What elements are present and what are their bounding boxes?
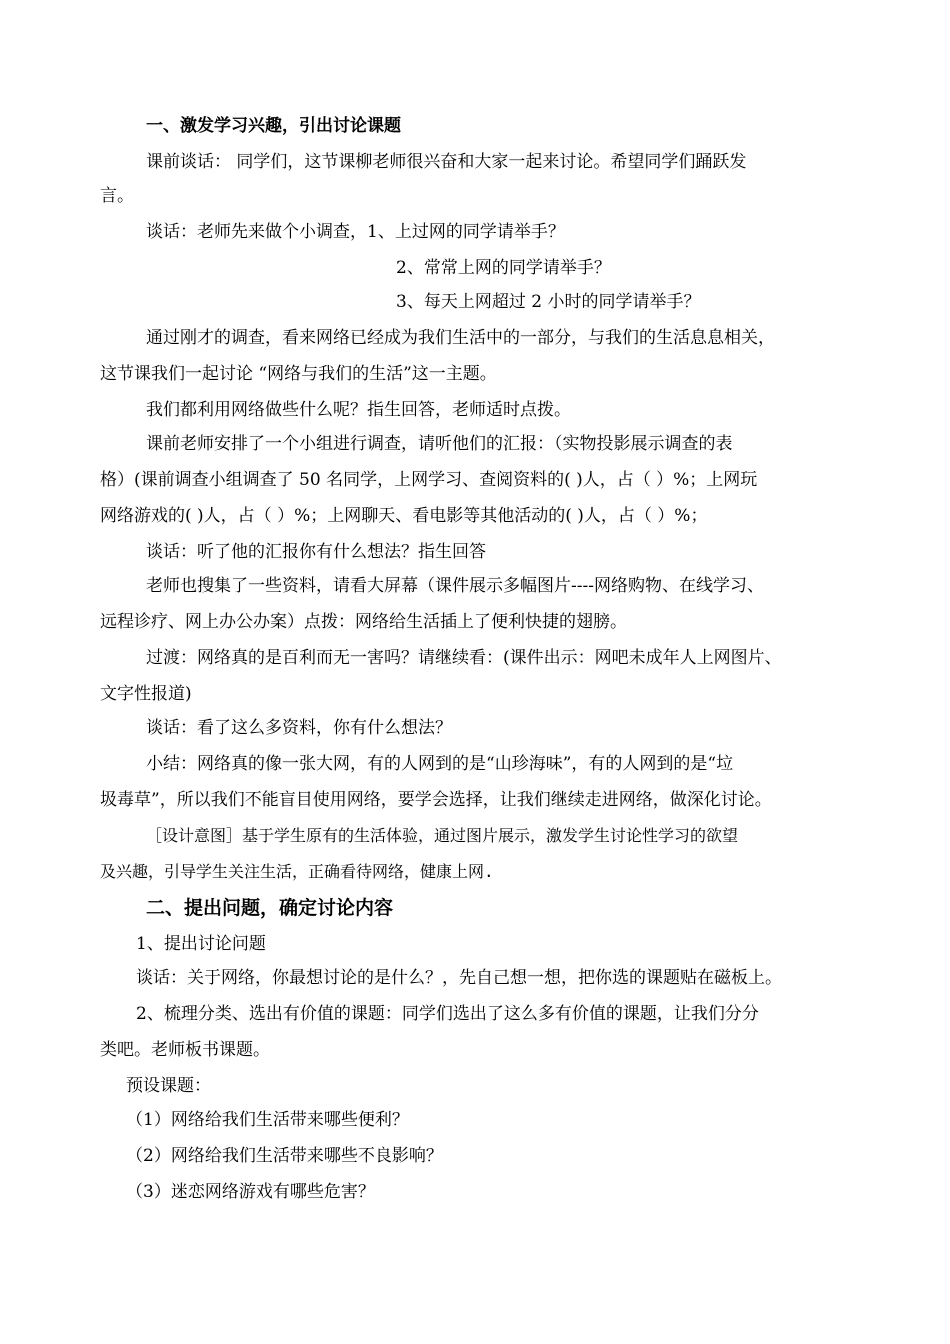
paragraph-line: 课前谈话： 同学们，这节课柳老师很兴奋和大家一起来讨论。希望同学们踊跃发 bbox=[146, 152, 747, 172]
design-intent-note: ［设计意图］基于学生原有的生活体验，通过图片展示，激发学生讨论性学习的欲望 bbox=[146, 826, 739, 845]
paragraph-line: 过渡：网络真的是百利而无一害吗？请继续看：(课件出示：网吧未成年人上网图片、 bbox=[146, 648, 782, 668]
paragraph-line: 这节课我们一起讨论 “网络与我们的生活”这一主题。 bbox=[100, 364, 497, 384]
list-item: （1）网络给我们生活带来哪些便利？ bbox=[126, 1110, 409, 1130]
paragraph-line: 谈话：听了他的汇报你有什么想法？指生回答 bbox=[146, 542, 486, 562]
paragraph-line: 通过刚才的调查，看来网络已经成为我们生活中的一部分，与我们的生活息息相关， bbox=[146, 328, 775, 348]
list-item: （2）网络给我们生活带来哪些不良影响？ bbox=[126, 1146, 443, 1166]
design-intent-note: 及兴趣，引导学生关注生活，正确看待网络，健康上网. bbox=[100, 862, 494, 881]
paragraph-line: 老师也搜集了一些资料，请看大屏幕（课件展示多幅图片----网络购物、在线学习、 bbox=[146, 576, 764, 596]
section-1-heading: 一、激发学习兴趣，引出讨论课题 bbox=[146, 116, 401, 136]
paragraph-line: 类吧。老师板书课题。 bbox=[100, 1040, 270, 1060]
paragraph-line: 课前老师安排了一个小组进行调查，请听他们的汇报：（实物投影展示调查的表 bbox=[146, 434, 733, 454]
paragraph-line: 圾毒草”，所以我们不能盲目使用网络，要学会选择，让我们继续走进网络，做深化讨论。 bbox=[100, 790, 772, 810]
paragraph-line: 谈话：看了这么多资料，你有什么想法？ bbox=[146, 718, 452, 738]
paragraph-line: 我们都利用网络做些什么呢？指生回答，老师适时点拨。 bbox=[146, 400, 571, 420]
list-item: （3）迷恋网络游戏有哪些危害？ bbox=[126, 1182, 375, 1202]
paragraph-line: 2、常常上网的同学请举手？ bbox=[396, 258, 611, 278]
paragraph-line: 谈话：老师先来做个小调查，1、上过网的同学请举手？ bbox=[146, 222, 565, 242]
paragraph-line: 格）(课前调查小组调查了 50 名同学，上网学习、查阅资料的( )人，占（ ）%；上网玩 bbox=[100, 470, 758, 490]
section-2-heading: 二、提出问题，确定讨论内容 bbox=[146, 897, 394, 919]
paragraph-line: 谈话：关于网络，你最想讨论的是什么？，先自己想一想，把你选的课题贴在磁板上。 bbox=[136, 968, 782, 988]
paragraph-line: 预设课题： bbox=[126, 1076, 211, 1096]
paragraph-line: 网络游戏的( )人，占（ ）%；上网聊天、看电影等其他活动的( )人，占（ ）%； bbox=[100, 506, 708, 526]
paragraph-line: 小结：网络真的像一张大网，有的人网到的是“山珍海味”，有的人网到的是“垃 bbox=[146, 754, 734, 774]
paragraph-line: 1、提出讨论问题 bbox=[136, 934, 266, 954]
paragraph-line: 言。 bbox=[100, 186, 134, 206]
paragraph-line: 远程诊疗、网上办公办案）点拨：网络给生活插上了便利快捷的翅膀。 bbox=[100, 612, 627, 632]
paragraph-line: 2、梳理分类、选出有价值的课题：同学们选出了这么多有价值的课题，让我们分分 bbox=[136, 1004, 759, 1024]
paragraph-line: 3、每天上网超过 2 小时的同学请举手？ bbox=[396, 292, 701, 312]
paragraph-line: 文字性报道) bbox=[100, 684, 192, 704]
